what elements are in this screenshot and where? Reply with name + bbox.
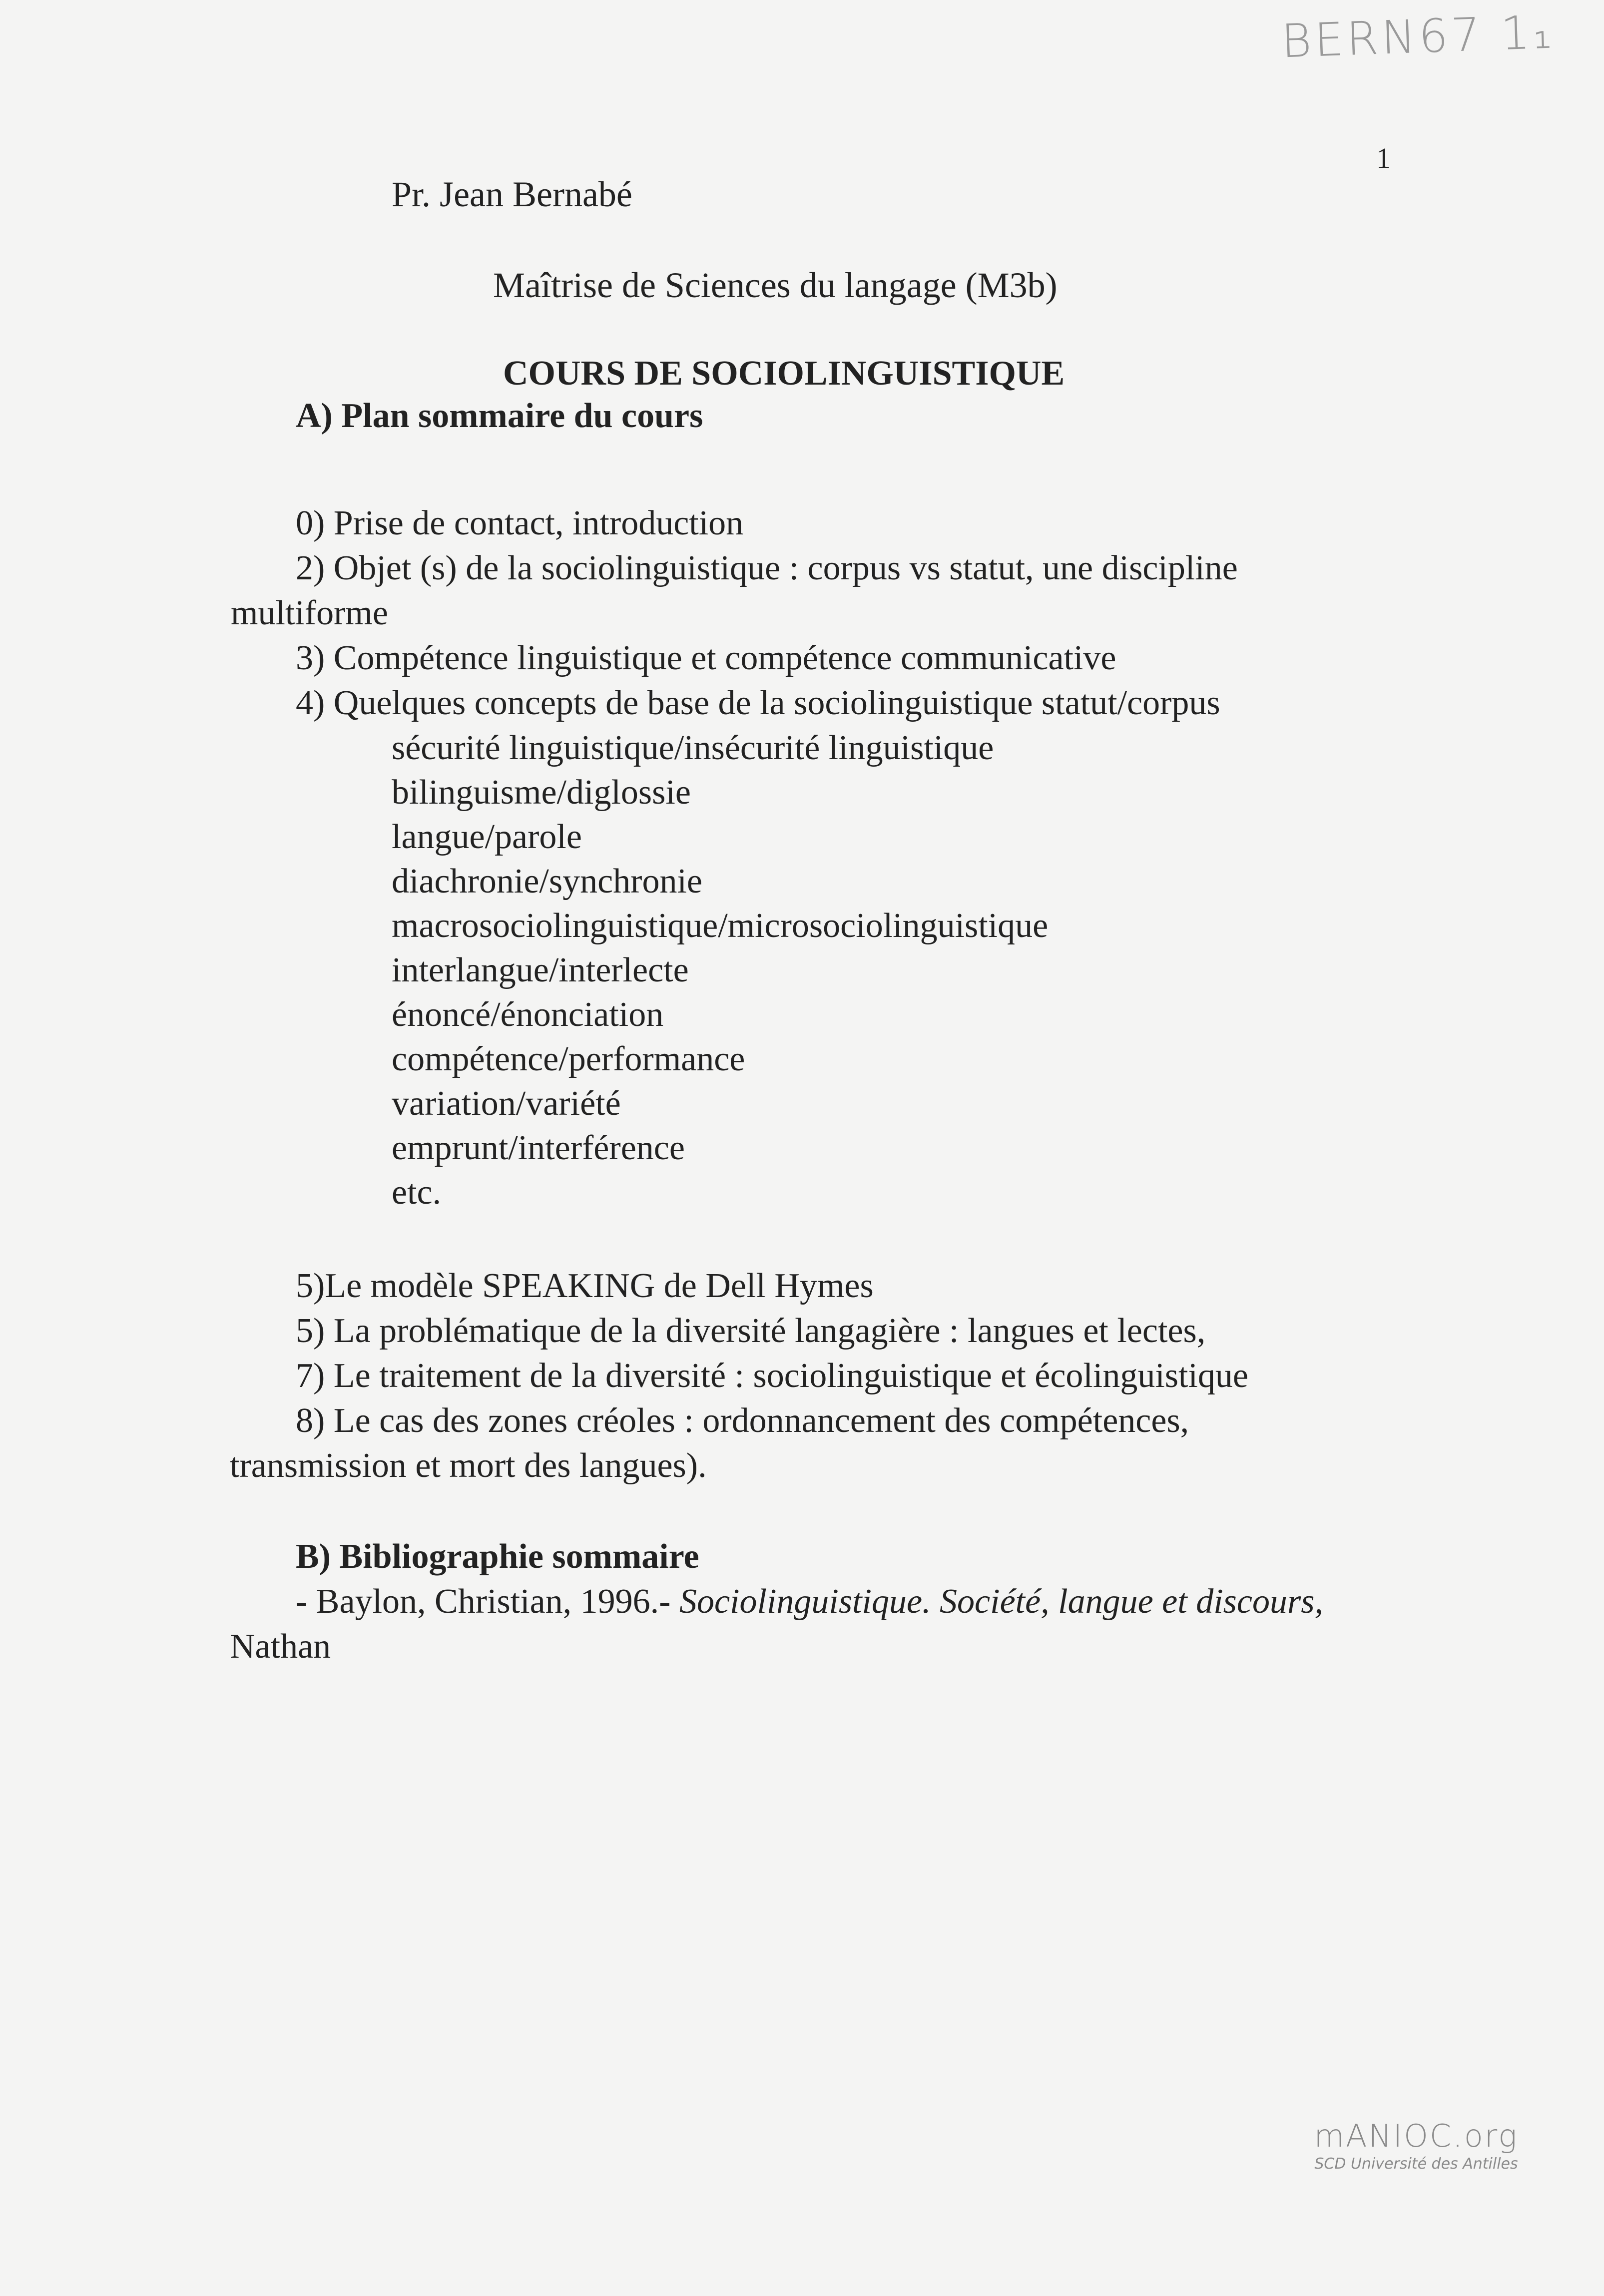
bibliography-entry: [296, 1584, 1323, 1619]
plan-item: 3) Compétence linguistique et compétence communicative: [296, 639, 1116, 677]
concept-item: compétence/performance: [392, 1040, 745, 1078]
plan-item: 7) Le traitement de la diversité : sociolinguistique et écolinguistique: [296, 1357, 1248, 1395]
plan-item-continuation: transmission et mort des langues).: [230, 1446, 707, 1485]
plan-item: 8) Le cas des zones créoles : ordonnancement des compétences,: [296, 1401, 1189, 1440]
concept-item: etc.: [392, 1173, 442, 1212]
logo-title: mANIOC.org: [1314, 2118, 1519, 2154]
bibliography-publisher: Nathan: [230, 1627, 331, 1666]
manioc-logo: [1309, 2118, 1524, 2173]
concept-item: interlangue/interlecte: [392, 951, 689, 989]
concept-item: bilinguisme/diglossie: [392, 773, 691, 812]
section-b-heading: B) Bibliographie sommaire: [296, 1537, 699, 1576]
concept-item: sécurité linguistique/insécurité linguistique: [392, 729, 994, 767]
plan-item: 5)Le modèle SPEAKING de Dell Hymes: [296, 1267, 874, 1305]
concept-item: diachronie/synchronie: [392, 862, 703, 901]
logo-subtitle: SCD Université des Antilles: [1314, 2155, 1518, 2173]
program-title: Maîtrise de Sciences du langage (M3b): [493, 265, 1058, 305]
course-title: COURS DE SOCIOLINGUISTIQUE: [503, 354, 1065, 393]
author-name: Pr. Jean Bernabé: [392, 174, 632, 214]
plan-item: [296, 551, 1465, 586]
plan-item-continuation: multiforme: [231, 594, 388, 632]
concept-item: macrosociolinguistique/microsociolinguistique: [392, 907, 1049, 945]
plan-item: 5) La problématique de la diversité langagière : langues et lectes,: [296, 1312, 1206, 1350]
plan-item: 0) Prise de contact, introduction: [296, 504, 744, 542]
page-number: 1: [1376, 142, 1391, 174]
concept-item: langue/parole: [392, 818, 582, 856]
section-a-heading: A) Plan sommaire du cours: [296, 397, 703, 435]
plan-item: 4) Quelques concepts de base de la sociolinguistique statut/corpus: [296, 684, 1220, 722]
concept-item: emprunt/interférence: [392, 1129, 685, 1167]
bibliography-title: Sociolinguistique. Société, langue et discours,: [679, 1582, 1323, 1621]
plan-item-text: 2) Objet (s) de la sociolinguistique : corpus vs statut, une discipline: [296, 549, 1238, 587]
handwritten-archive-reference: BERN67 1₁: [1280, 5, 1556, 68]
concept-item: énoncé/énonciation: [392, 995, 664, 1034]
bibliography-author: - Baylon, Christian, 1996.-: [296, 1582, 671, 1621]
concept-item: variation/variété: [392, 1084, 621, 1123]
